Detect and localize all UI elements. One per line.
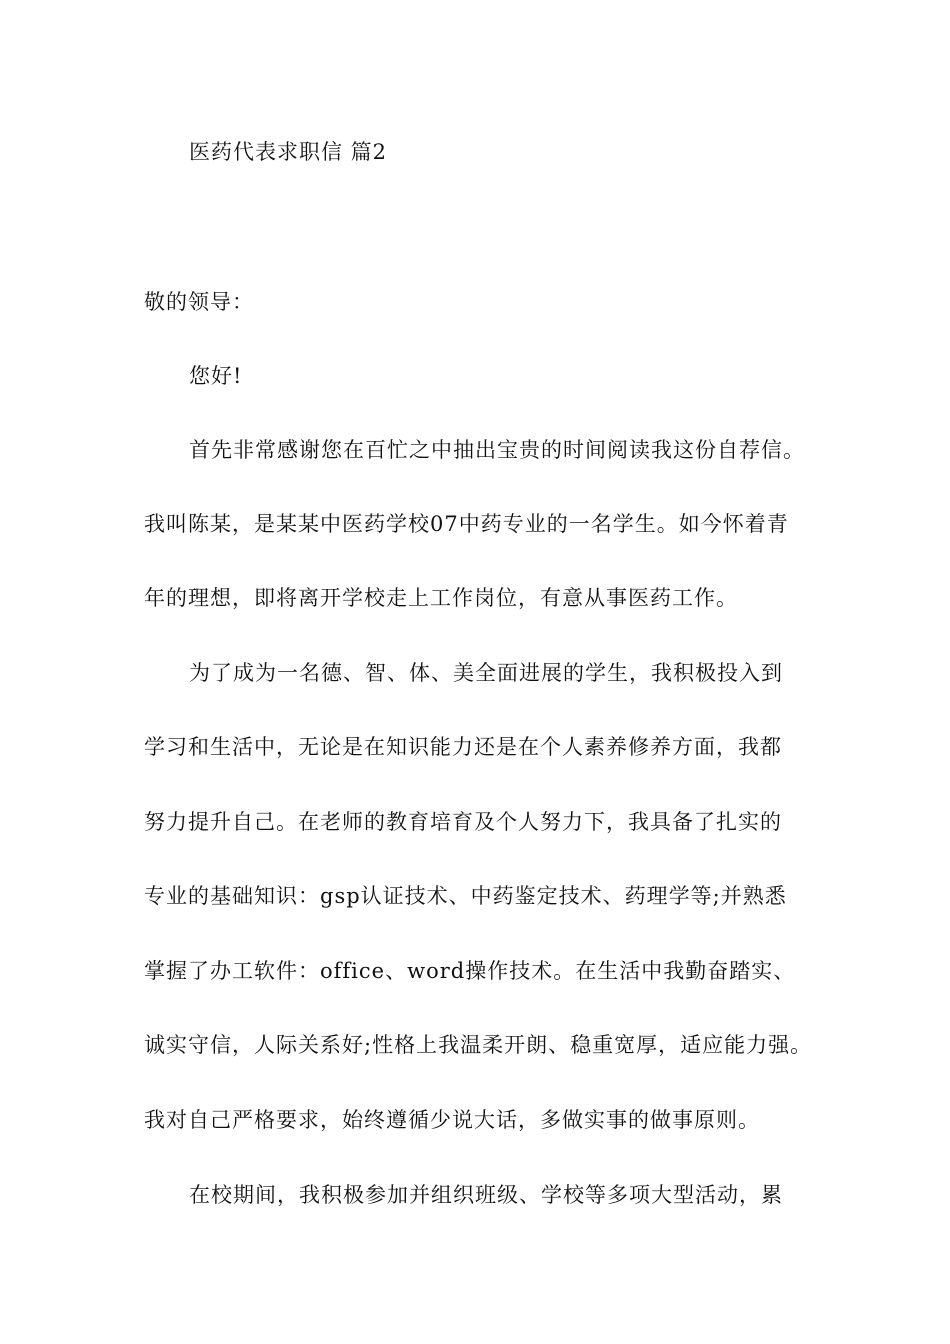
paragraph-line: 掌握了办工软件：office、word操作技术。在生活中我勤奋踏实、 bbox=[144, 959, 796, 983]
paragraph-line: 努力提升自己。在老师的教育培育及个人努力下，我具备了扎实的 bbox=[144, 810, 782, 834]
paragraph-line: 在校期间，我积极参加并组织班级、学校等多项大型活动，累 bbox=[189, 1183, 783, 1207]
paragraph-line: 专业的基础知识：gsp认证技术、中药鉴定技术、药理学等;并熟悉 bbox=[144, 884, 787, 908]
paragraph-line: 学习和生活中，无论是在知识能力还是在个人素养修养方面，我都 bbox=[144, 735, 782, 759]
salutation: 您好! bbox=[189, 364, 243, 388]
paragraph-line: 为了成为一名德、智、体、美全面进展的学生，我积极投入到 bbox=[189, 661, 783, 685]
paragraph-line: 年的理想，即将离开学校走上工作岗位，有意从事医药工作。 bbox=[144, 586, 738, 610]
document-title: 医药代表求职信 篇2 bbox=[189, 140, 388, 164]
paragraph-line: 我叫陈某，是某某中医药学校07中药专业的一名学生。如今怀着青 bbox=[144, 512, 789, 536]
paragraph-line: 我对自己严格要求，始终遵循少说大话，多做实事的做事原则。 bbox=[144, 1108, 760, 1132]
paragraph-line: 诚实守信，人际关系好;性格上我温柔开朗、稳重宽厚，适应能力强。 bbox=[144, 1033, 813, 1057]
paragraph-line: 首先非常感谢您在百忙之中抽出宝贵的时间阅读我这份自荐信。 bbox=[189, 438, 805, 462]
greeting: 敬的领导： bbox=[144, 290, 254, 314]
